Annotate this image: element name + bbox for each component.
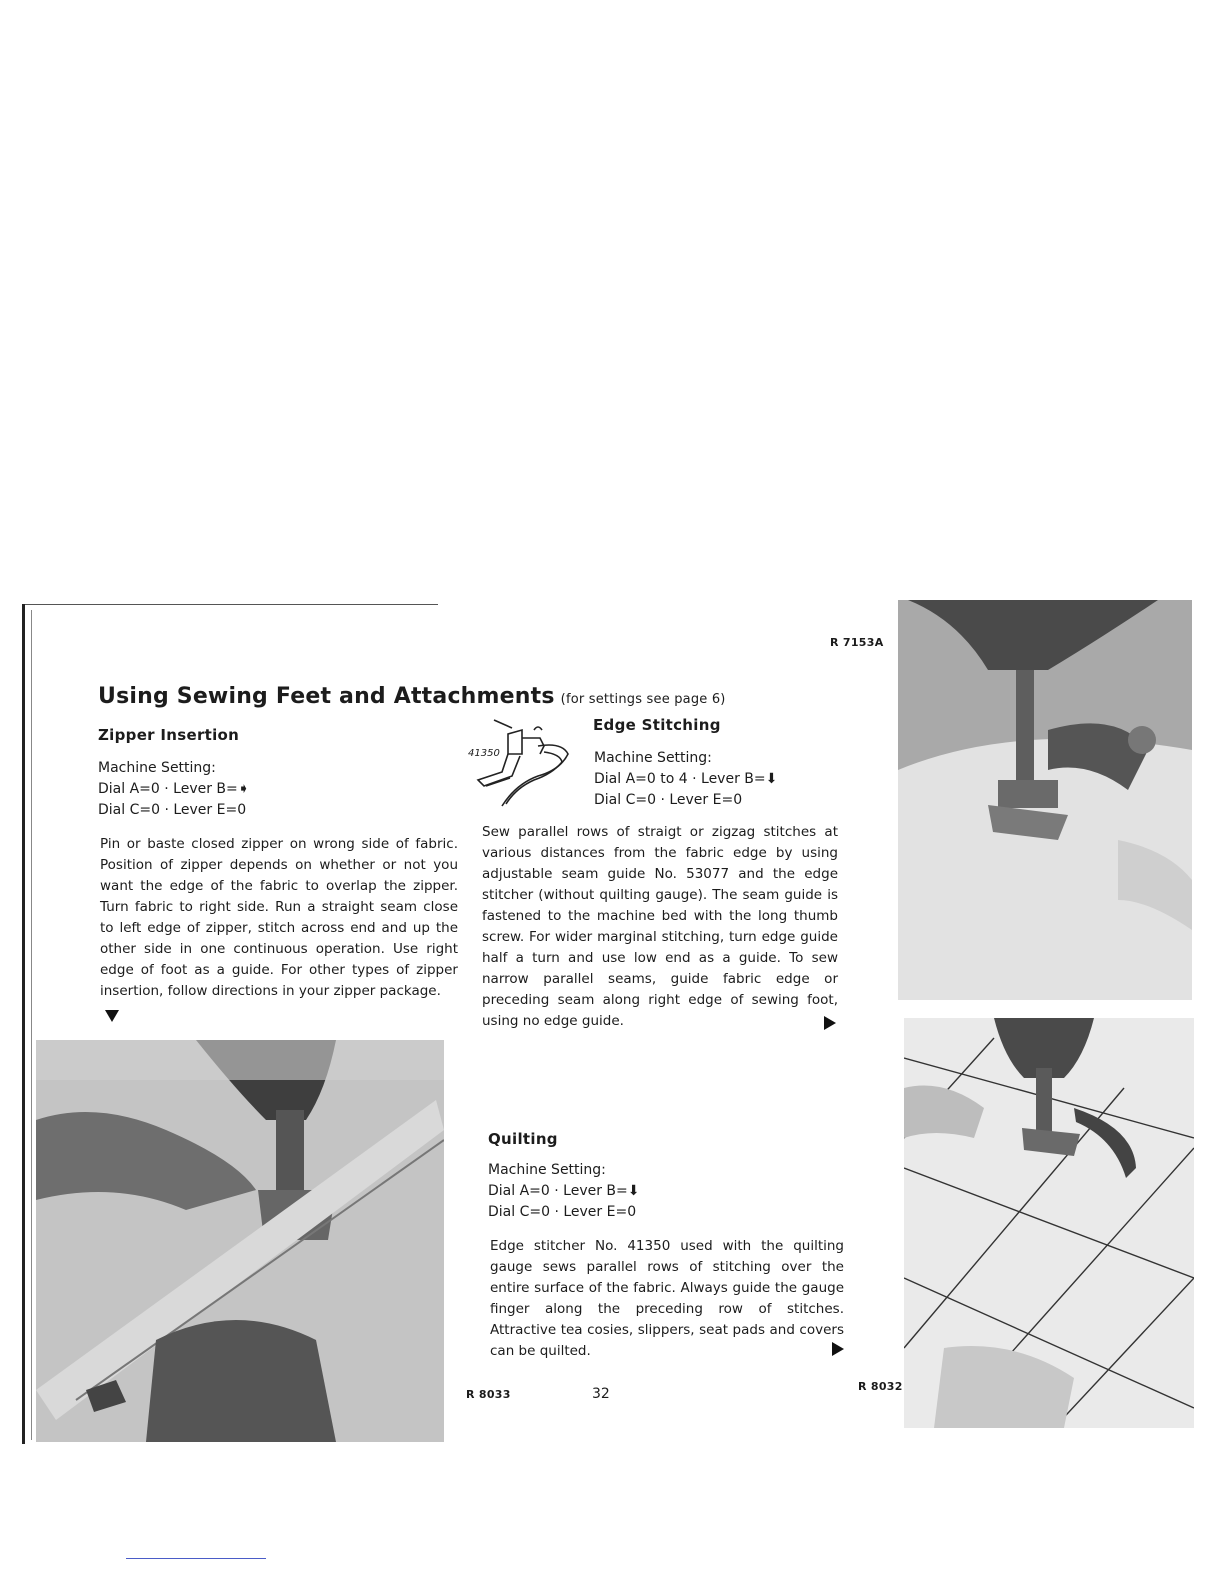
zipper-setting-line2: Dial C=0 · Lever E=0 [98, 802, 247, 818]
edge-part-number: 41350 [468, 748, 500, 759]
ref-top-right: R 7153A [830, 636, 884, 649]
photo-edge-stitching [898, 600, 1192, 1000]
triangle-right-icon-2 [832, 1342, 844, 1356]
quilting-setting-line2: Dial C=0 · Lever E=0 [488, 1204, 637, 1220]
ref-bottom-mid: R 8033 [466, 1388, 511, 1401]
edge-heading: Edge Stitching [593, 716, 721, 734]
triangle-right-icon [824, 1016, 836, 1030]
photo-quilting [904, 1018, 1194, 1428]
edge-setting-label: Machine Setting: [594, 750, 712, 766]
page-number: 32 [592, 1386, 610, 1402]
top-rule [22, 604, 438, 605]
zipper-settings [98, 758, 250, 821]
quilting-body: Edge stitcher No. 41350 used with the quilting gauge sews parallel rows of stitching over the entire surface of the fabric. Always guide the gauge finger along the preceding row of stitches. Attractive tea cosies, slippers, seat pads and covers can be quilted. [490, 1238, 844, 1359]
quilting-setting-label: Machine Setting: [488, 1162, 606, 1178]
quilting-settings [488, 1160, 640, 1223]
page-title-note: (for settings see page 6) [560, 692, 726, 707]
page-title [98, 684, 726, 709]
quilting-setting-line1: Dial A=0 · Lever B=⬇ [488, 1183, 640, 1199]
left-edge-rule [22, 604, 25, 1444]
quilting-heading: Quilting [488, 1130, 558, 1148]
edge-setting-line1: Dial A=0 to 4 · Lever B=⬇ [594, 771, 778, 787]
photo-zipper-insertion [36, 1040, 444, 1442]
ref-bottom-right: R 8032 [858, 1380, 903, 1393]
edge-settings [594, 748, 777, 811]
zipper-heading: Zipper Insertion [98, 726, 240, 744]
zipper-setting-line1: Dial A=0 · Lever B=➧ [98, 781, 250, 797]
zipper-body: Pin or baste closed zipper on wrong side of fabric. Position of zipper depends on whether or not you want the edge of the fabric to overlap the zipper. Turn fabric to right side. Run a straight seam close to left edge of zipper, stitch across end and up the other side in one continuous operation. Use right edge of foot as a guide. For other types of zipper insertion, follow directions in your zipper package. [100, 836, 458, 999]
left-edge-rule-inner [31, 610, 32, 1440]
bottom-blue-rule [126, 1558, 266, 1559]
edge-setting-line2: Dial C=0 · Lever E=0 [594, 792, 743, 808]
edge-stitcher-foot-icon [464, 716, 576, 812]
edge-body: Sew parallel rows of straigt or zigzag stitches at various distances from the fabric edge by using adjustable seam guide No. 53077 and the edge stitcher (without quilting gauge). The seam guide is fastened to the machine bed with the long thumb screw. For wider marginal stitching, turn edge guide half a turn and use low end as a guide. To sew narrow parallel seams, guide fabric edge or preceding seam along right edge of sewing foot, using no edge guide. [482, 824, 838, 1029]
page-title-text: Using Sewing Feet and Attachments [98, 684, 555, 709]
zipper-setting-label: Machine Setting: [98, 760, 216, 776]
triangle-down-icon [105, 1010, 119, 1022]
edge-stitcher-foot-drawing [464, 716, 576, 812]
